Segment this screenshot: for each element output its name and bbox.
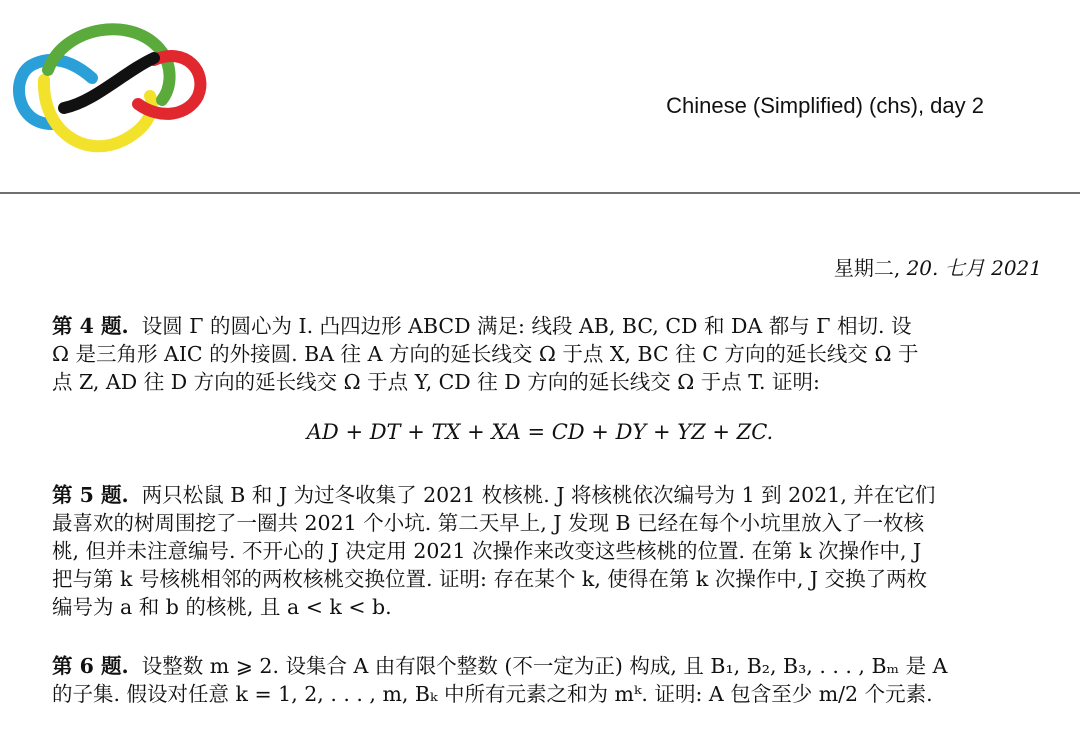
- problem-line: 编号为 a 和 b 的核桃, 且 a < k < b.: [52, 595, 392, 619]
- problem-line: [52, 312, 1044, 340]
- problem-4-equation: AD + DT + TX + XA = CD + DY + YZ + ZC.: [306, 420, 774, 444]
- problem-text: 设圆 Γ 的圆心为 I. 凸四边形 ABCD 满足: 线段 AB, BC, CD 和 DA 都与 Γ 相切. 设: [141, 314, 912, 338]
- date-text: 20. 七月 2021: [906, 256, 1042, 280]
- problem-text: 两只松鼠 B 和 J 为过冬收集了 2021 枚核桃. J 将核桃依次编号为 1 到 2021, 并在它们: [141, 483, 936, 507]
- problem-line: [52, 652, 1044, 680]
- header-label: Chinese (Simplified) (chs), day 2: [666, 93, 984, 118]
- problem-5: [52, 481, 1044, 621]
- problem-6: [52, 652, 1044, 708]
- problem-line: 的子集. 假设对任意 k = 1, 2, . . . , m, Bₖ 中所有元素之和为 mᵏ. 证明: A 包含至少 m/2 个元素.: [52, 682, 933, 706]
- problem-line: [52, 481, 1044, 509]
- problem-label: 第 4 题.: [52, 314, 129, 338]
- problem-label: 第 5 题.: [52, 483, 129, 507]
- problem-text: 设整数 m ⩾ 2. 设集合 A 由有限个整数 (不一定为正) 构成, 且 B₁, B₂, B₃, . . . , Bₘ 是 A: [141, 654, 948, 678]
- header-divider: [0, 192, 1080, 194]
- problem-line: 点 Z, AD 往 D 方向的延长线交 Ω 于点 Y, CD 往 D 方向的延长线交 Ω 于点 T. 证明:: [52, 370, 820, 394]
- imo-logo-icon: [4, 12, 210, 154]
- page-header: [0, 0, 1080, 194]
- problem-line: 把与第 k 号核桃相邻的两枚核桃交换位置. 证明: 存在某个 k, 使得在第 k 次操作中, J 交换了两枚: [52, 567, 928, 591]
- problem-line: Ω 是三角形 AIC 的外接圆. BA 往 A 方向的延长线交 Ω 于点 X, BC 往 C 方向的延长线交 Ω 于: [52, 342, 919, 366]
- problem-line: 桃, 但并未注意编号. 不开心的 J 决定用 2021 次操作来改变这些核桃的位置. 在第 k 次操作中, J: [52, 539, 922, 563]
- problem-4: [52, 312, 1044, 396]
- problem-line: 最喜欢的树周围挖了一圈共 2021 个小坑. 第二天早上, J 发现 B 已经在每个小坑里放入了一枚核: [52, 511, 925, 535]
- date-line: [834, 252, 1042, 281]
- date-weekday: 星期二,: [833, 256, 901, 280]
- problem-label: 第 6 题.: [52, 654, 129, 678]
